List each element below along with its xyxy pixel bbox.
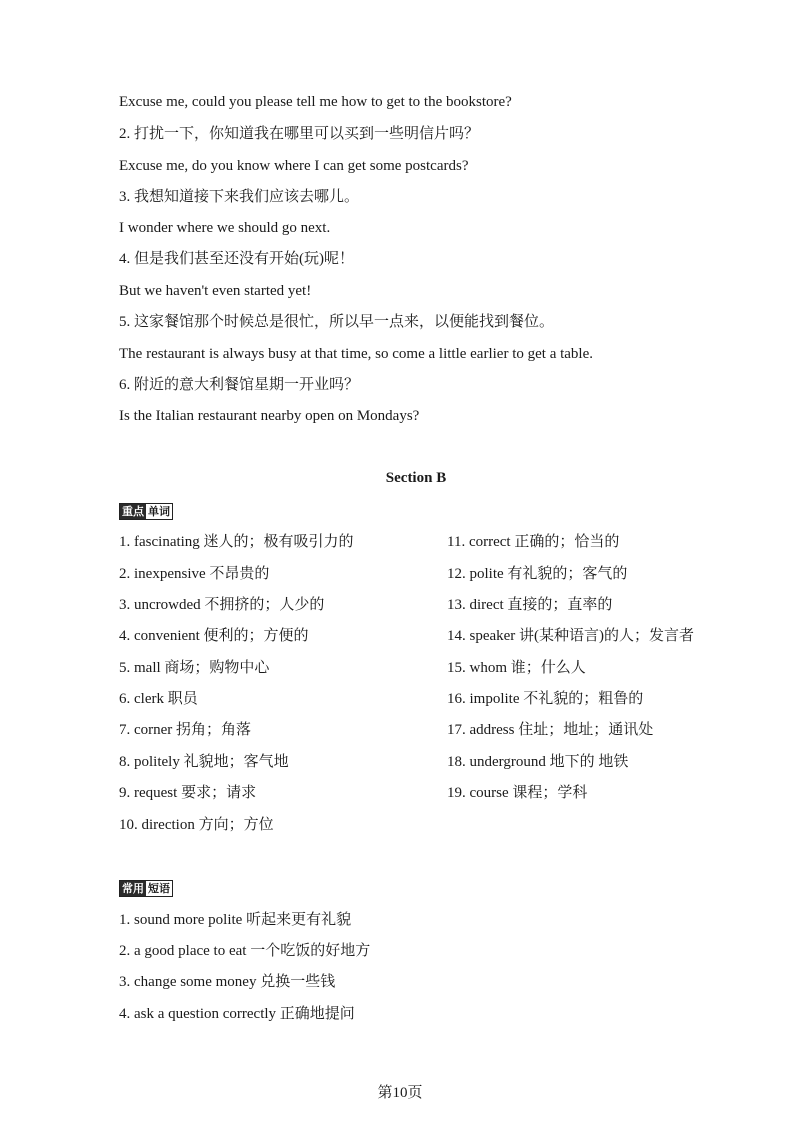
phrase-item: 2. a good place to eat 一个吃饭的好地方 [119, 943, 371, 959]
vocab-badge-part2: 单词 [148, 505, 170, 518]
phrase-item: 1. sound more polite 听起来更有礼貌 [119, 912, 352, 928]
vocab-item: 5. mall 商场；购物中心 [119, 660, 270, 676]
sentence-line: Is the Italian restaurant nearby open on Mondays? [119, 408, 420, 424]
vocab-item: 10. direction 方向；方位 [119, 817, 274, 833]
vocab-item: 1. fascinating 迷人的；极有吸引力的 [119, 534, 354, 550]
vocab-item: 3. uncrowded 不拥挤的；人少的 [119, 597, 325, 613]
vocab-item: 17. address 住址；地址；通讯处 [447, 722, 654, 738]
sentence-line: 3. 我想知道接下来我们应该去哪儿。 [119, 189, 360, 205]
sentence-line: Excuse me, could you please tell me how to get to the bookstore? [119, 94, 512, 110]
vocab-item: 4. convenient 便利的；方便的 [119, 628, 309, 644]
vocab-item: 12. polite 有礼貌的；客气的 [447, 566, 628, 582]
phrase-badge-part2: 短语 [148, 882, 170, 895]
page-number: 第10页 [377, 1085, 423, 1101]
sentence-line: The restaurant is always busy at that time, so come a little earlier to get a table. [119, 346, 594, 362]
sentence-line: I wonder where we should go next. [119, 220, 331, 236]
sentence-line: 4. 但是我们甚至还没有开始(玩)呢！ [119, 251, 354, 267]
section-title: Section B [385, 470, 447, 486]
vocab-item: 14. speaker 讲(某种语言)的人；发言者 [447, 628, 695, 644]
vocab-item: 7. corner 拐角；角落 [119, 722, 252, 738]
phrase-badge [119, 880, 173, 897]
sentence-line: 2. 打扰一下，你知道我在哪里可以买到一些明信片吗？ [119, 126, 480, 142]
vocab-item: 18. underground 地下的 地铁 [447, 754, 629, 770]
vocab-item: 16. impolite 不礼貌的；粗鲁的 [447, 691, 644, 707]
vocab-item: 2. inexpensive 不昂贵的 [119, 566, 270, 582]
phrase-badge-part1: 常用 [122, 882, 144, 895]
sentence-line: But we haven't even started yet! [119, 283, 312, 299]
vocab-item: 13. direct 直接的；直率的 [447, 597, 613, 613]
vocab-badge [119, 503, 173, 520]
vocab-badge-part1: 重点 [122, 505, 144, 518]
sentence-line: 6. 附近的意大利餐馆星期一开业吗？ [119, 377, 360, 393]
phrase-item: 3. change some money 兑换一些钱 [119, 974, 336, 990]
vocab-item: 15. whom 谁；什么人 [447, 660, 586, 676]
vocab-item: 9. request 要求；请求 [119, 785, 257, 801]
phrase-item: 4. ask a question correctly 正确地提问 [119, 1006, 355, 1022]
vocab-item: 11. correct 正确的；恰当的 [447, 534, 620, 550]
vocab-item: 19. course 课程；学科 [447, 785, 588, 801]
vocab-item: 6. clerk 职员 [119, 691, 198, 707]
vocab-item: 8. politely 礼貌地；客气地 [119, 754, 289, 770]
sentence-line: 5. 这家餐馆那个时候总是很忙，所以早一点来，以便能找到餐位。 [119, 314, 555, 330]
sentence-line: Excuse me, do you know where I can get some postcards? [119, 158, 469, 174]
